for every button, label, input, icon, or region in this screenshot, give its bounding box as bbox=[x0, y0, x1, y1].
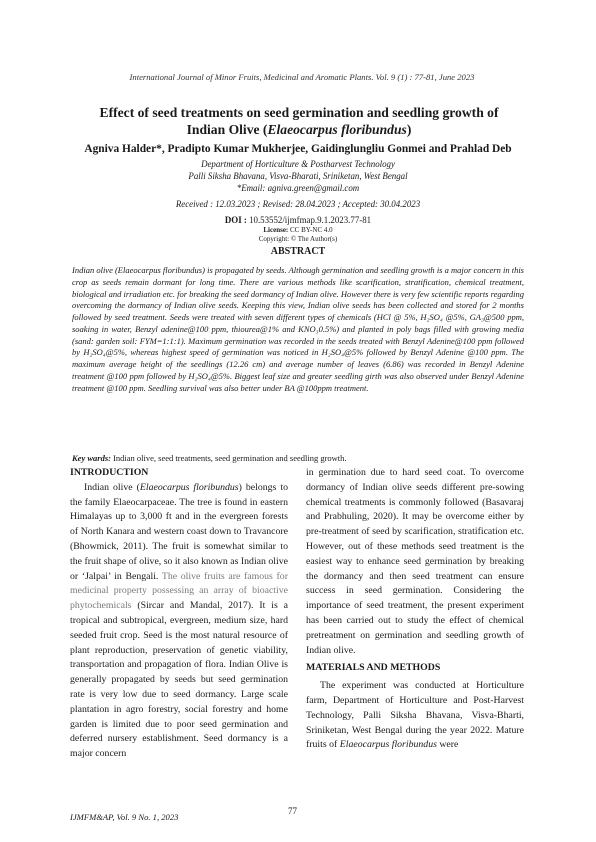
title-species: Elaeocarpus floribundus bbox=[267, 122, 407, 137]
doi-line[interactable] bbox=[90, 215, 506, 225]
page-number: 77 bbox=[288, 806, 297, 816]
left-column bbox=[70, 466, 288, 762]
author-list: Agniva Halder*, Pradipto Kumar Mukherjee, Gaidinglungliu Gonmei and Prahlad Deb bbox=[84, 143, 512, 155]
author-email[interactable]: *Email: agniva.green@gmail.com bbox=[236, 183, 360, 194]
doi-label: DOI : bbox=[224, 215, 247, 225]
intro-text-b: ) belongs to the family Elaeocarpaceae. The tree is found in eastern Himalayas up to 3,000 ft and in the evergreen forests of North Kanara and western coast down to Travancore (Bhowmick, 2011). The fruit is somewhat similar to the fruit shape of olive, so it also known as Indian olive or ‘Jalpai’ in Bengali. bbox=[70, 481, 289, 582]
article-dates: Received : 12.03.2023 ; Revised: 28.04.2023 ; Accepted: 30.04.2023 bbox=[175, 199, 421, 209]
methods-heading: MATERIALS AND METHODS bbox=[306, 662, 441, 674]
methods-species: Elaeocarpus floribundus bbox=[339, 739, 437, 751]
title-suffix: ) bbox=[406, 122, 412, 137]
affiliation-department: Department of Horticulture & Postharvest Technology bbox=[201, 159, 395, 169]
intro-text-a: Indian olive ( bbox=[84, 481, 140, 493]
introduction-continued: in germination due to hard seed coat. To overcome dormancy of Indian olive seeds different pre-sowing chemical treatments is commonly followed (Basavaraj and Prabhuling, 2020). It may be overcome either by pre-treatment of seed by scarification, stratification etc. However, out of these methods seed treatment is the easiest way to enhance seed germination by breaking the dormancy and then seed treatment can ensure success in seed germination. Considering the importance of seed treatment, the present experiment has been carried out to study the effect of chemical pretreatment on germination and seedling growth of Indian olive. bbox=[306, 467, 524, 656]
intro-species: Elaeocarpus floribundus bbox=[139, 481, 239, 493]
license-label: License: bbox=[263, 226, 289, 234]
doi-value[interactable]: 10.53552/ijmfmap.9.1.2023.77-81 bbox=[246, 215, 372, 225]
footer-citation: IJMFM&AP, Vol. 9 No. 1, 2023 bbox=[70, 812, 179, 822]
article-title bbox=[60, 104, 538, 138]
intro-text-c: (Sircar and Mandal, 2017). It is a tropical and subtropical, evergreen, medium size, hard seeded fruit crop. Seed is the most natural resource of plant reproduction, preservation of genetic viability, transportation and propagation of flora. Indian Olive is generally propagated by seeds but seed germination rate is very low due to seed dormancy. Large scale plantation in agro forestry, social forestry and home garden is limited due to poor seed germination and deferred nursery establishment. Seed dormancy is a major concern bbox=[70, 600, 288, 760]
keywords-label: Key wards: bbox=[72, 453, 111, 463]
affiliation-institute: Palli Siksha Bhavana, Visva-Bharati, Sriniketan, West Bengal bbox=[188, 171, 408, 182]
keywords-value: Indian olive, seed treatments, seed germination and seedling growth. bbox=[110, 453, 347, 463]
abstract-heading: ABSTRACT bbox=[270, 246, 326, 257]
license-block bbox=[90, 226, 506, 244]
title-prefix: Indian Olive ( bbox=[186, 122, 268, 137]
intro-text-faded: The olive fruits are famous for medicinal property possessing an array of bioactive phytochemicals bbox=[70, 570, 288, 612]
journal-header: International Journal of Minor Fruits, Medicinal and Aromatic Plants. Vol. 9 (1) : 77-81, June 2023 bbox=[129, 72, 475, 82]
copyright-line: Copyright: © The Author(s) bbox=[258, 235, 338, 243]
methods-paragraph bbox=[306, 679, 524, 753]
introduction-heading: INTRODUCTION bbox=[70, 467, 149, 478]
abstract-text: Indian olive (Elaeocarpus floribundus) is propagated by seeds. Although germination and seedling growth is a major concern in this crop as seeds remain dormant for long time. There are various methods like scarification, stratification, chemical treatment, biological and irradiation etc. for breaking the seed dormancy of Indian olive. However there is very few scientific reports regarding overcoming the dormancy of Indian olive seeds. Keeping this view, Indian olive seeds has been collected and stored for 2 months followed by seed treatment. Seeds were treated with seven different types of chemicals (HCl @ 5%, H₂SO₄ @5%, GA₃@500 ppm, soaking in water, Benzyl adenine@100 ppm, thiourea@1% and KNO₃0.5%) and planted in poly bags filled with growing media (sand: garden soil: FYM=1:1:1). Maximum germination was recorded in the seeds treated with Benzyl Adenine@100 ppm followed by H₂SO₄@5%, whereas highest speed of germination was noticed in H₂SO₄@5% followed by Benzyl Adenine @100 ppm. The maximum average height of the seedlings (12.26 cm) and average number of leaves (6.86) was recorded in Benzyl Adenine treatment @100 ppm followed by H₂SO₄@5%. Biggest leaf size and greater seedling girth was also observed under Benzyl Adenine treatment @100 ppm. Seedling survival was also better under BA @100ppm treatment. bbox=[72, 265, 524, 393]
introduction-paragraph bbox=[70, 481, 288, 762]
title-line-2 bbox=[60, 121, 538, 138]
affiliation-block bbox=[80, 158, 516, 195]
methods-text-b: were bbox=[436, 739, 459, 751]
title-line-1: Effect of seed treatments on seed germination and seedling growth of bbox=[99, 105, 499, 120]
methods-text-a: The experiment was conducted at Horticulture farm, Department of Horticulture and Post-Harvest Technology, Palli Siksha Bhavana, Visva-Bharti, Sriniketan, West Bengal during the year 2022. Mature fruits of bbox=[306, 680, 524, 751]
license-line bbox=[90, 226, 506, 235]
right-column bbox=[306, 466, 524, 753]
keywords-line bbox=[72, 453, 524, 464]
license-value: CC BY-NC 4.0 bbox=[288, 226, 333, 234]
